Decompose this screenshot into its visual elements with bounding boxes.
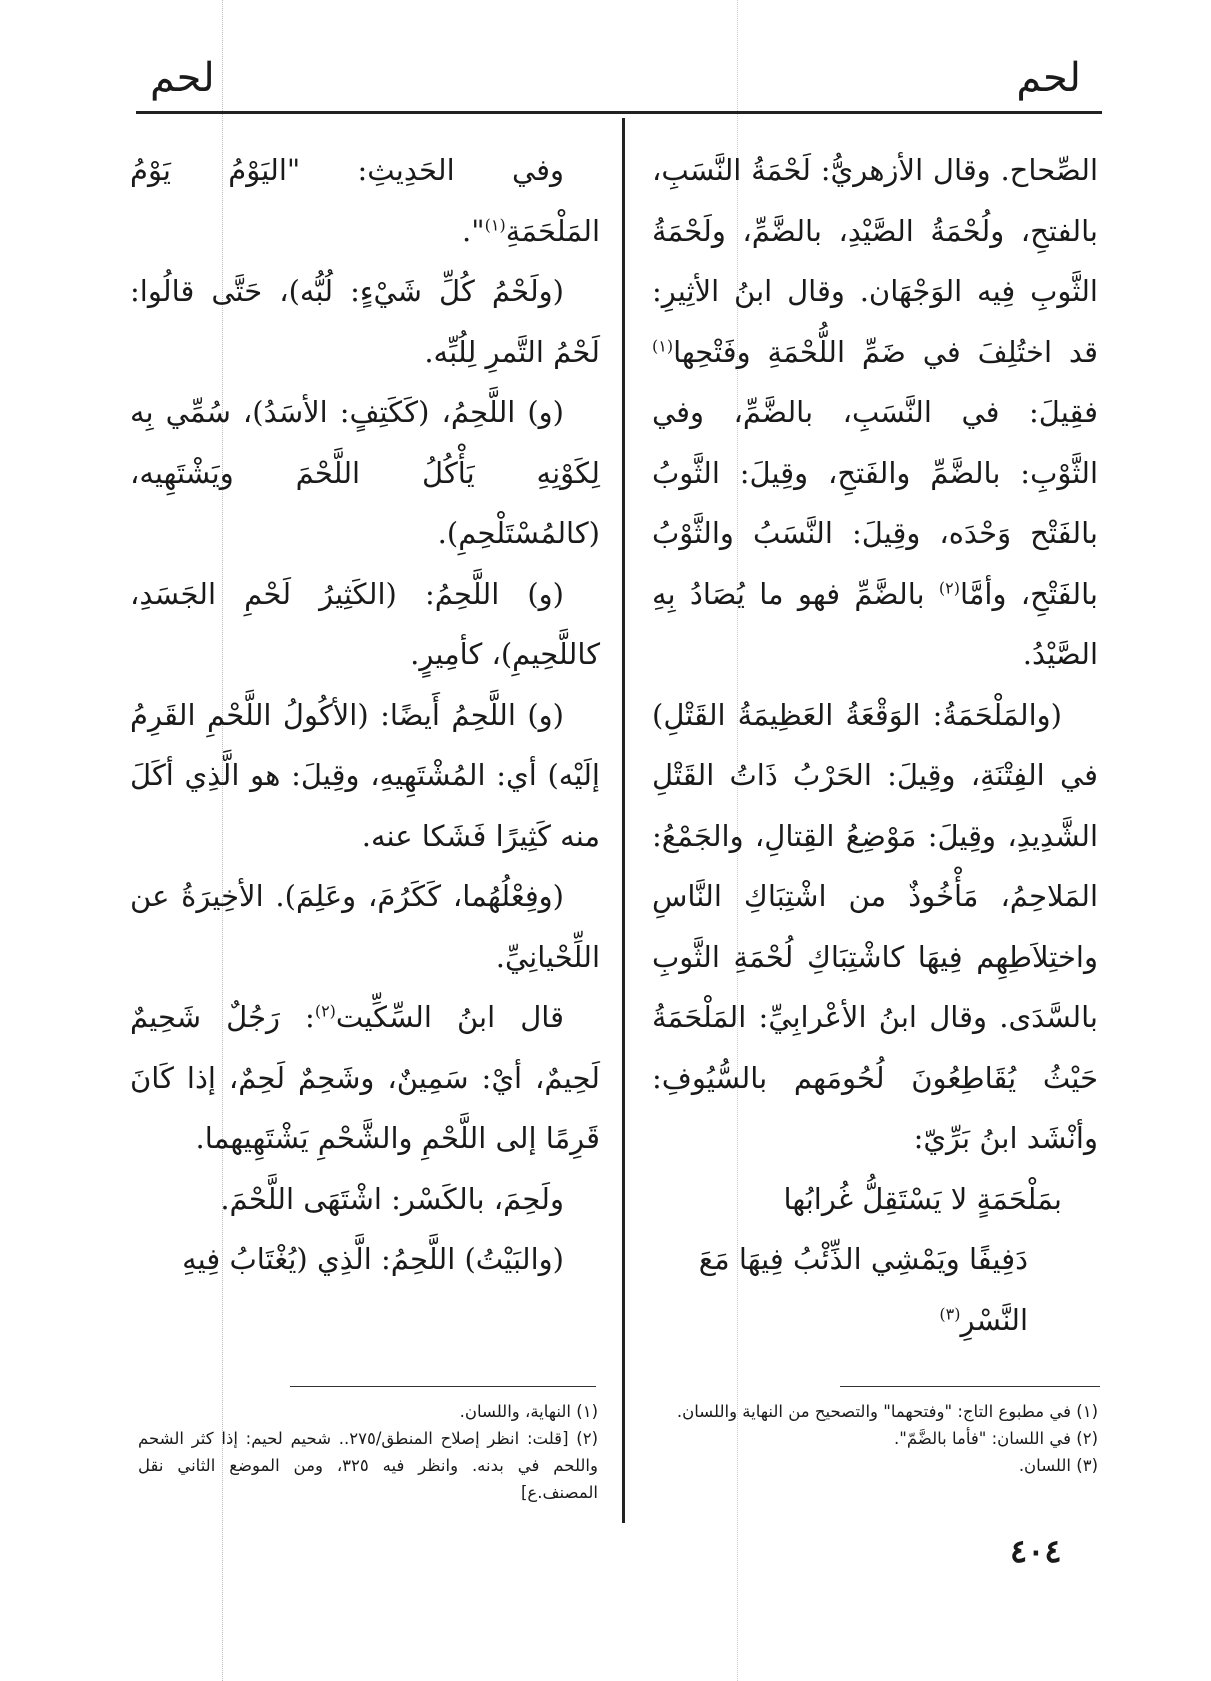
column-divider <box>622 118 625 1523</box>
footnote: (٢) [قلت: انظر إصلاح المنطق/٢٧٥.. شحيم لحيم: إذا كثر الشحم واللحم في بدنه. وانظر فيه ٣٢٥، ومن الموضع الثاني نقل المصنف.ع] <box>138 1429 598 1502</box>
paragraph: (والمَلْحَمَةُ: الوَقْعَةُ العَظِيمَةُ القَتْلِ) في الفِتْنَةِ، وقِيلَ: الحَرْبُ ذَاتُ القَتْلِ الشَّدِيدِ، وقِيلَ: مَوْضِعُ القِتالِ، والجَمْعُ: المَلاحِمُ، مَأْخُوذٌ من اشْتِبَاكِ النَّاسِ واختِلاَطِهِم فِيهَا كاشْتِبَاكِ لُحْمَةِ الثَّوبِ بالسَّدَى. وقال ابنُ الأعْرابِيِّ: المَلْحَمَةُ حَيْثُ يُقَاطِعُونَ لُحُومَهم بالسُّيُوفِ: وأنْشَد ابنُ بَرِّيّ: <box>652 697 1098 1155</box>
paragraph: (و) اللَّحِمُ: (الكَثِيرُ لَحْمِ الجَسَدِ، كاللَّحِيمِ)، كأمِيرٍ. <box>130 576 600 671</box>
paragraph: قال ابنُ السِّكِّيت$^{(٢)}$: رَجُلٌ شَحِيمٌ لَحِيمٌ، أيْ: سَمِينٌ، وشَحِمٌ لَحِمٌ، إذا كَانَ قَرِمًا إلى اللَّحْمِ والشَّحْمِ يَشْتَهِيهما. <box>130 1000 600 1155</box>
page-number: ٤٠٤ <box>1010 1532 1062 1570</box>
paragraph: وفي الحَدِيثِ: "اليَوْمُ يَوْمُ المَلْحَمَةِ$^{(١)}$". <box>130 153 600 248</box>
paragraph: (ولَحْمُ كُلِّ شَيْءٍ: لُبُّه)، حَتَّى قالُوا: لَحْمُ التَّمرِ لِلُبِّه. <box>130 274 600 369</box>
paragraph: (و) اللَّحِمُ أَيضًا: (الأكُولُ اللَّحْمِ القَرِمُ إلَيْه) أي: المُشْتَهِيهِ، وقِيلَ: هو الَّذِي أكَلَ منه كَثِيرًا فَشَكا عنه. <box>130 697 600 853</box>
footnotes-right <box>652 1398 1098 1479</box>
footnote: (٣) اللسان. <box>1018 1456 1098 1475</box>
right-column <box>652 140 1098 1350</box>
running-header-left: لحم <box>150 55 215 101</box>
paragraph: (والبَيْتُ) اللَّحِمُ: الَّذِي (يُغْتَابُ فِيهِ <box>182 1242 564 1276</box>
footnotes-left <box>138 1398 598 1506</box>
paragraph: (وفِعْلُهُما، كَكَرُمَ، وعَلِمَ). الأخِيرَةُ عن اللِّحْيانِيِّ. <box>130 879 600 974</box>
paragraph: ولَحِمَ، بالكَسْر: اشْتَهَى اللَّحْمَ. <box>220 1181 564 1216</box>
footnote-rule <box>290 1386 596 1387</box>
footnote-rule <box>840 1386 1100 1387</box>
verse-line: بمَلْحَمَةٍ لا يَسْتَقِلُّ غُرابُها <box>783 1181 1062 1216</box>
footnote: (١) النهاية، واللسان. <box>459 1402 598 1421</box>
left-column <box>130 140 600 1290</box>
header-rule <box>136 111 1102 114</box>
paragraph: الصِّحاح. وقال الأزهريُّ: لَحْمَةُ النَّسَبِ، بالفتحِ، ولُحْمَةُ الصَّيْدِ، بالضَّمِّ، ولَحْمَةُ الثَّوبِ فِيه الوَجْهَان. وقال ابنُ الأثِيرِ: قد اختُلِفَ في ضَمِّ اللُّحْمَةِ وفَتْحِها$^{(١)}$ فقِيلَ: في النَّسَبِ، بالضَّمِّ، وفي الثَّوْبِ: بالضَّمِّ والفَتحِ، وقِيلَ: الثَّوبُ بالفَتْح وَحْدَه، وقِيلَ: النَّسَبُ والثَّوْبُ بالفَتْحِ، وأمَّا$^{(٢)}$ بالضَّمِّ فهو ما يُصَادُ بِهِ الصَّيْدُ. <box>652 153 1098 671</box>
running-header-right: لحم <box>1016 55 1081 101</box>
paragraph: (و) اللَّحِمُ، (كَكَتِفٍ: الأسَدُ)، سُمِّي بِه لِكَوْنِهِ يَأْكُلُ اللَّحْمَ ويَشْتَهِيه، (كالمُسْتَلْحِمِ). <box>130 395 600 550</box>
footnote: (٢) في اللسان: "فأما بالضَّمّ". <box>893 1429 1098 1448</box>
verse-line: دَفِيفًا ويَمْشِي الذِّئْبُ فِيهَا مَعَ النَّسْرِ$^{(٣)}$ <box>698 1242 1028 1337</box>
footnote: (١) في مطبوع التاج: "وفتحهما" والتصحيح من النهاية واللسان. <box>676 1402 1098 1421</box>
